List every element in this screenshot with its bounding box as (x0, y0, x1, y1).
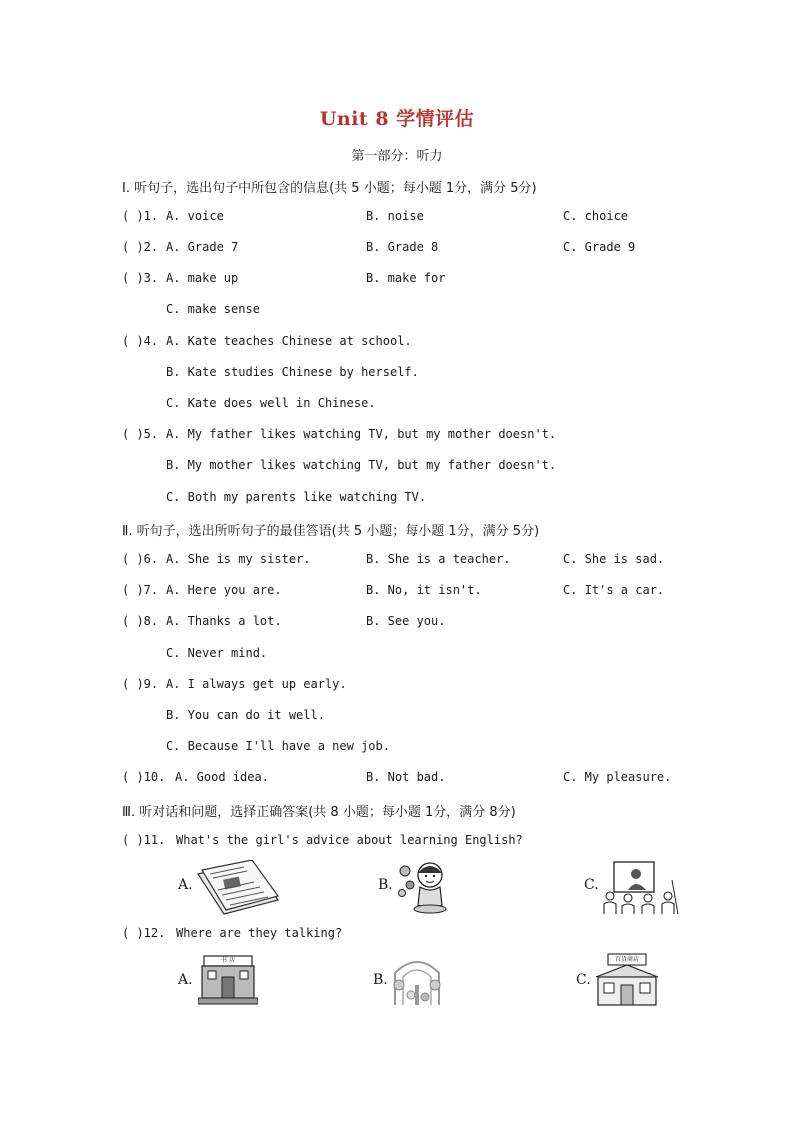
q10-option-a: A. Good idea. (175, 770, 269, 784)
q3-option-a: A. make up (166, 271, 239, 285)
q10-number[interactable]: ( )10. (122, 770, 166, 784)
q11-pic-c-label[interactable]: C. (584, 877, 599, 893)
q9-number[interactable]: ( )9. (122, 677, 159, 691)
q11-question: What's the girl's advice about learning English? (176, 833, 523, 847)
q8-option-c: C. Never mind. (166, 646, 268, 660)
q8-number[interactable]: ( )8. (122, 614, 159, 628)
q6-option-b: B. She is a teacher. (366, 552, 511, 566)
q11-number[interactable]: ( )11. (122, 833, 166, 847)
q6-number[interactable]: ( )6. (122, 552, 159, 566)
q12-question: Where are they talking? (176, 926, 343, 940)
bookstore-icon (198, 953, 258, 1005)
q7-option-c: C. It's a car. (563, 583, 665, 597)
q1-option-a: A. voice (166, 209, 224, 223)
q5-option-c: C. Both my parents like watching TV. (166, 490, 427, 504)
q9-option-c: C. Because I'll have a new job. (166, 739, 390, 753)
q5-number[interactable]: ( )5. (122, 427, 159, 441)
page-title: Unit 8 学情评估 (319, 108, 475, 130)
q10-option-c: C. My pleasure. (563, 770, 672, 784)
section-1-heading: Ⅰ. 听句子，选出句子中所包含的信息(共 5 小题；每小题 1分，满分 5分) (122, 181, 537, 196)
q3-option-c: C. make sense (166, 302, 260, 316)
q7-option-a: A. Here you are. (166, 583, 282, 597)
q8-option-a: A. Thanks a lot. (166, 614, 282, 628)
q5-option-b: B. My mother likes watching TV, but my father doesn't. (166, 458, 557, 472)
q7-number[interactable]: ( )7. (122, 583, 159, 597)
department-store-sign: 百货商店 (614, 956, 639, 963)
q10-option-b: B. Not bad. (366, 770, 446, 784)
q8-option-b: B. See you. (366, 614, 446, 628)
q9-option-a: A. I always get up early. (166, 677, 347, 691)
department-store-icon (594, 953, 660, 1007)
girl-reading-icon (396, 857, 454, 915)
q11-pic-b-label[interactable]: B. (378, 877, 393, 893)
q4-number[interactable]: ( )4. (122, 334, 159, 348)
q4-option-c: C. Kate does well in Chinese. (166, 396, 376, 410)
q12-number[interactable]: ( )12. (122, 926, 166, 940)
q3-number[interactable]: ( )3. (122, 271, 159, 285)
park-gate-icon (389, 955, 445, 1007)
q2-option-c: C. Grade 9 (563, 240, 636, 254)
q12-pic-b-label[interactable]: B. (373, 972, 388, 988)
q4-option-b: B. Kate studies Chinese by herself. (166, 365, 419, 379)
q12-pic-a-label[interactable]: A. (178, 972, 193, 988)
section-2-heading: Ⅱ. 听句子，选出所听句子的最佳答语(共 5 小题；每小题 1分，满分 5分) (122, 524, 540, 539)
q1-option-b: B. noise (366, 209, 424, 223)
section-3-heading: Ⅲ. 听对话和问题，选择正确答案(共 8 小题；每小题 1分，满分 8分) (122, 805, 516, 820)
q11-pic-a-label[interactable]: A. (178, 877, 193, 893)
q4-option-a: A. Kate teaches Chinese at school. (166, 334, 412, 348)
q3-option-b: B. make for (366, 271, 446, 285)
classroom-screen-icon (602, 860, 680, 914)
q2-number[interactable]: ( )2. (122, 240, 159, 254)
q6-option-a: A. She is my sister. (166, 552, 311, 566)
part-one-heading: 第一部分：听力 (351, 149, 443, 164)
q9-option-b: B. You can do it well. (166, 708, 325, 722)
bookstore-sign: 书 店 (221, 957, 235, 964)
newspaper-icon (194, 860, 282, 916)
q1-option-c: C. choice (563, 209, 629, 223)
q1-number[interactable]: ( )1. (122, 209, 159, 223)
q6-option-c: C. She is sad. (563, 552, 665, 566)
q7-option-b: B. No, it isn't. (366, 583, 482, 597)
q2-option-b: B. Grade 8 (366, 240, 439, 254)
q2-option-a: A. Grade 7 (166, 240, 239, 254)
q5-option-a: A. My father likes watching TV, but my mother doesn't. (166, 427, 557, 441)
q12-pic-c-label[interactable]: C. (576, 972, 591, 988)
